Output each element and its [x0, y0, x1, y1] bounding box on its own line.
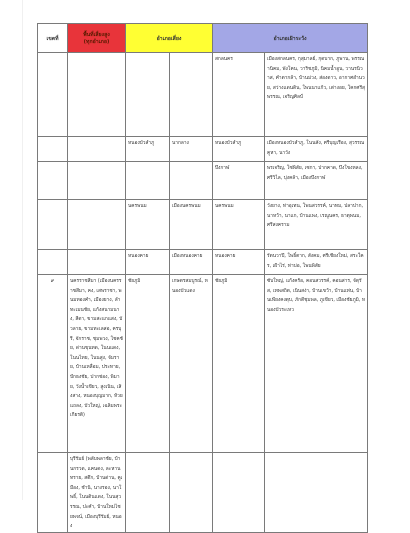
cell-risk-districts — [170, 453, 213, 533]
cell-watch-districts: ซับใหญ่, แก้งคร้อ, คอนสวรรค์, คอนสาร, จัตุรัส, เทพสถิต, เนินสง่า, บ้านเขว้า, บ้านแท่น, บ้านเพียงคงตุบ, ภักดีชุมพล, ภูเขียว, เมืองชัยภูมิ, หนองบัวระเหว — [265, 275, 368, 453]
cell-district-number — [38, 162, 68, 200]
cell-watch-districts: วังยาง, ท่าอุเทน, โพนสวรรค์, นาทม, ปลาปาก, นาหว้า, นาแก, บ้านแพง, เรณูนคร, ธาตุพนม, ศรีสงคราม — [265, 200, 368, 250]
table-row — [38, 53, 368, 137]
cell-district-number — [38, 250, 68, 275]
cell-high-risk — [68, 250, 126, 275]
cell-high-risk — [68, 162, 126, 200]
cell-watch-districts: เมืองสกลนคร, กุสุมาลย์, กุดบาก, ภูพาน, พรรณานิคม, พังโคน, วาริชภูมิ, นิคมน้ำอูน, วานรนิวาส, คำตากล้า, บ้านม่วง, ส่องดาว, อากาศอำนวย, สว่างแดนดิน, โพนนาแก้ว, เต่างอย, โคกศรีสุพรรณ, เจริญศิลป์ — [265, 53, 368, 137]
cell-risk-districts: นากลาง — [170, 137, 213, 162]
cell-risk-districts — [170, 162, 213, 200]
cell-watch-province — [213, 453, 265, 533]
cell-risk-districts: เกษตรสมบูรณ์, หนองบัวแดง — [170, 275, 213, 453]
cell-high-risk — [68, 200, 126, 250]
cell-watch-districts: รัตนวาปี, โพธิ์ตาก, สังคม, ศรีเชียงใหม่, สระใคร, เฝ้าไร่, ท่าบ่อ, โพนพิสัย — [265, 250, 368, 275]
cell-risk-province — [126, 453, 170, 533]
cell-watch-province: หนองบัวลำภู — [213, 137, 265, 162]
header-risk-district: อำเภอเสี่ยง — [126, 24, 213, 53]
cell-watch-province: นครพนม — [213, 200, 265, 250]
cell-risk-districts — [170, 53, 213, 137]
table-row — [38, 162, 368, 200]
cell-district-number — [38, 137, 68, 162]
cell-risk-province: หนองคาย — [126, 250, 170, 275]
table-header-row — [38, 24, 368, 53]
cell-district-number: ๙ — [38, 275, 68, 453]
cell-high-risk: นครราชสีมา (เมืองนครราชสีมา, คง, เสพราชา, พนมทองคำ, เมืองยาง, ลำทะเมนชัย, แก้งสนามนาง, สีดา, ขามสะแกแสง, บัวลาย, ขามทะเลสอ, ครบุรี, จักราช, ชุมพวง, โชคชัย, ด่านขุนทด, โนนแดง, โนนไทย, โนนสูง, จัมราย, บ้านเหลื่อม, ประทาย, ปักธงชัย, ปากช่อง, พิมาย, วังน้ำเขียว, สูงเนิน, เสิงสาง, หนองบุญมาก, ห้วยแถลง, บัวใหญ่, เฉลิมพระเกียรติ) — [68, 275, 126, 453]
cell-watch-province: สกลนคร — [213, 53, 265, 137]
cell-watch-districts — [265, 453, 368, 533]
header-high-risk-title: พื้นที่เสี่ยงสูง — [83, 32, 110, 38]
cell-watch-province: หนองคาย — [213, 250, 265, 275]
table-row — [38, 137, 368, 162]
cell-risk-province: นครพนม — [126, 200, 170, 250]
header-high-risk-area — [68, 24, 126, 53]
cell-risk-districts: เมืองนครพนม — [170, 200, 213, 250]
cell-high-risk: บุรีรัมย์ (พลับพลาชัย, บ้านกรวด, แคนดง, ละหานทราย, สตึก, บ้านด่าน, คูเมือง, ชำนิ, นางรอง, นาโพธิ์, โนนดินแดง, โนนสุวรรณ, ปะคำ, บ้านใหม่ไชยพจน์, เมืองบุรีรัมย์, หนอง — [68, 453, 126, 533]
risk-area-table — [37, 23, 368, 533]
header-watch-district: อำเภอเฝ้าระวัง — [213, 24, 368, 53]
table-row — [38, 200, 368, 250]
page-edge-line — [22, 0, 23, 500]
cell-district-number — [38, 453, 68, 533]
cell-watch-province: ชัยภูมิ — [213, 275, 265, 453]
table-row — [38, 275, 368, 453]
cell-district-number — [38, 200, 68, 250]
table-row — [38, 250, 368, 275]
header-district-number: เขตที่ — [38, 24, 68, 53]
table-row — [38, 453, 368, 533]
cell-district-number — [38, 53, 68, 137]
cell-risk-province: ชัยภูมิ — [126, 275, 170, 453]
header-high-risk-subtitle: (ทุกอำเภอ) — [83, 39, 110, 45]
cell-risk-districts: เมืองหนองคาย — [170, 250, 213, 275]
cell-watch-districts: พรเจริญ, โซ่พิสัย, เซกา, ปากคาด, บึงโขงหลง, ศรีวิไล, บุ่งคล้า, เมืองบึงกาฬ — [265, 162, 368, 200]
cell-risk-province — [126, 53, 170, 137]
cell-risk-province: หนองบัวลำภู — [126, 137, 170, 162]
cell-high-risk — [68, 137, 126, 162]
cell-watch-districts: เมืองหนองบัวลำภู, โนนสัง, ศรีบุญเรือง, สุวรรณคูหา, นาวัง — [265, 137, 368, 162]
cell-risk-province — [126, 162, 170, 200]
cell-high-risk — [68, 53, 126, 137]
cell-watch-province: บึงกาฬ — [213, 162, 265, 200]
